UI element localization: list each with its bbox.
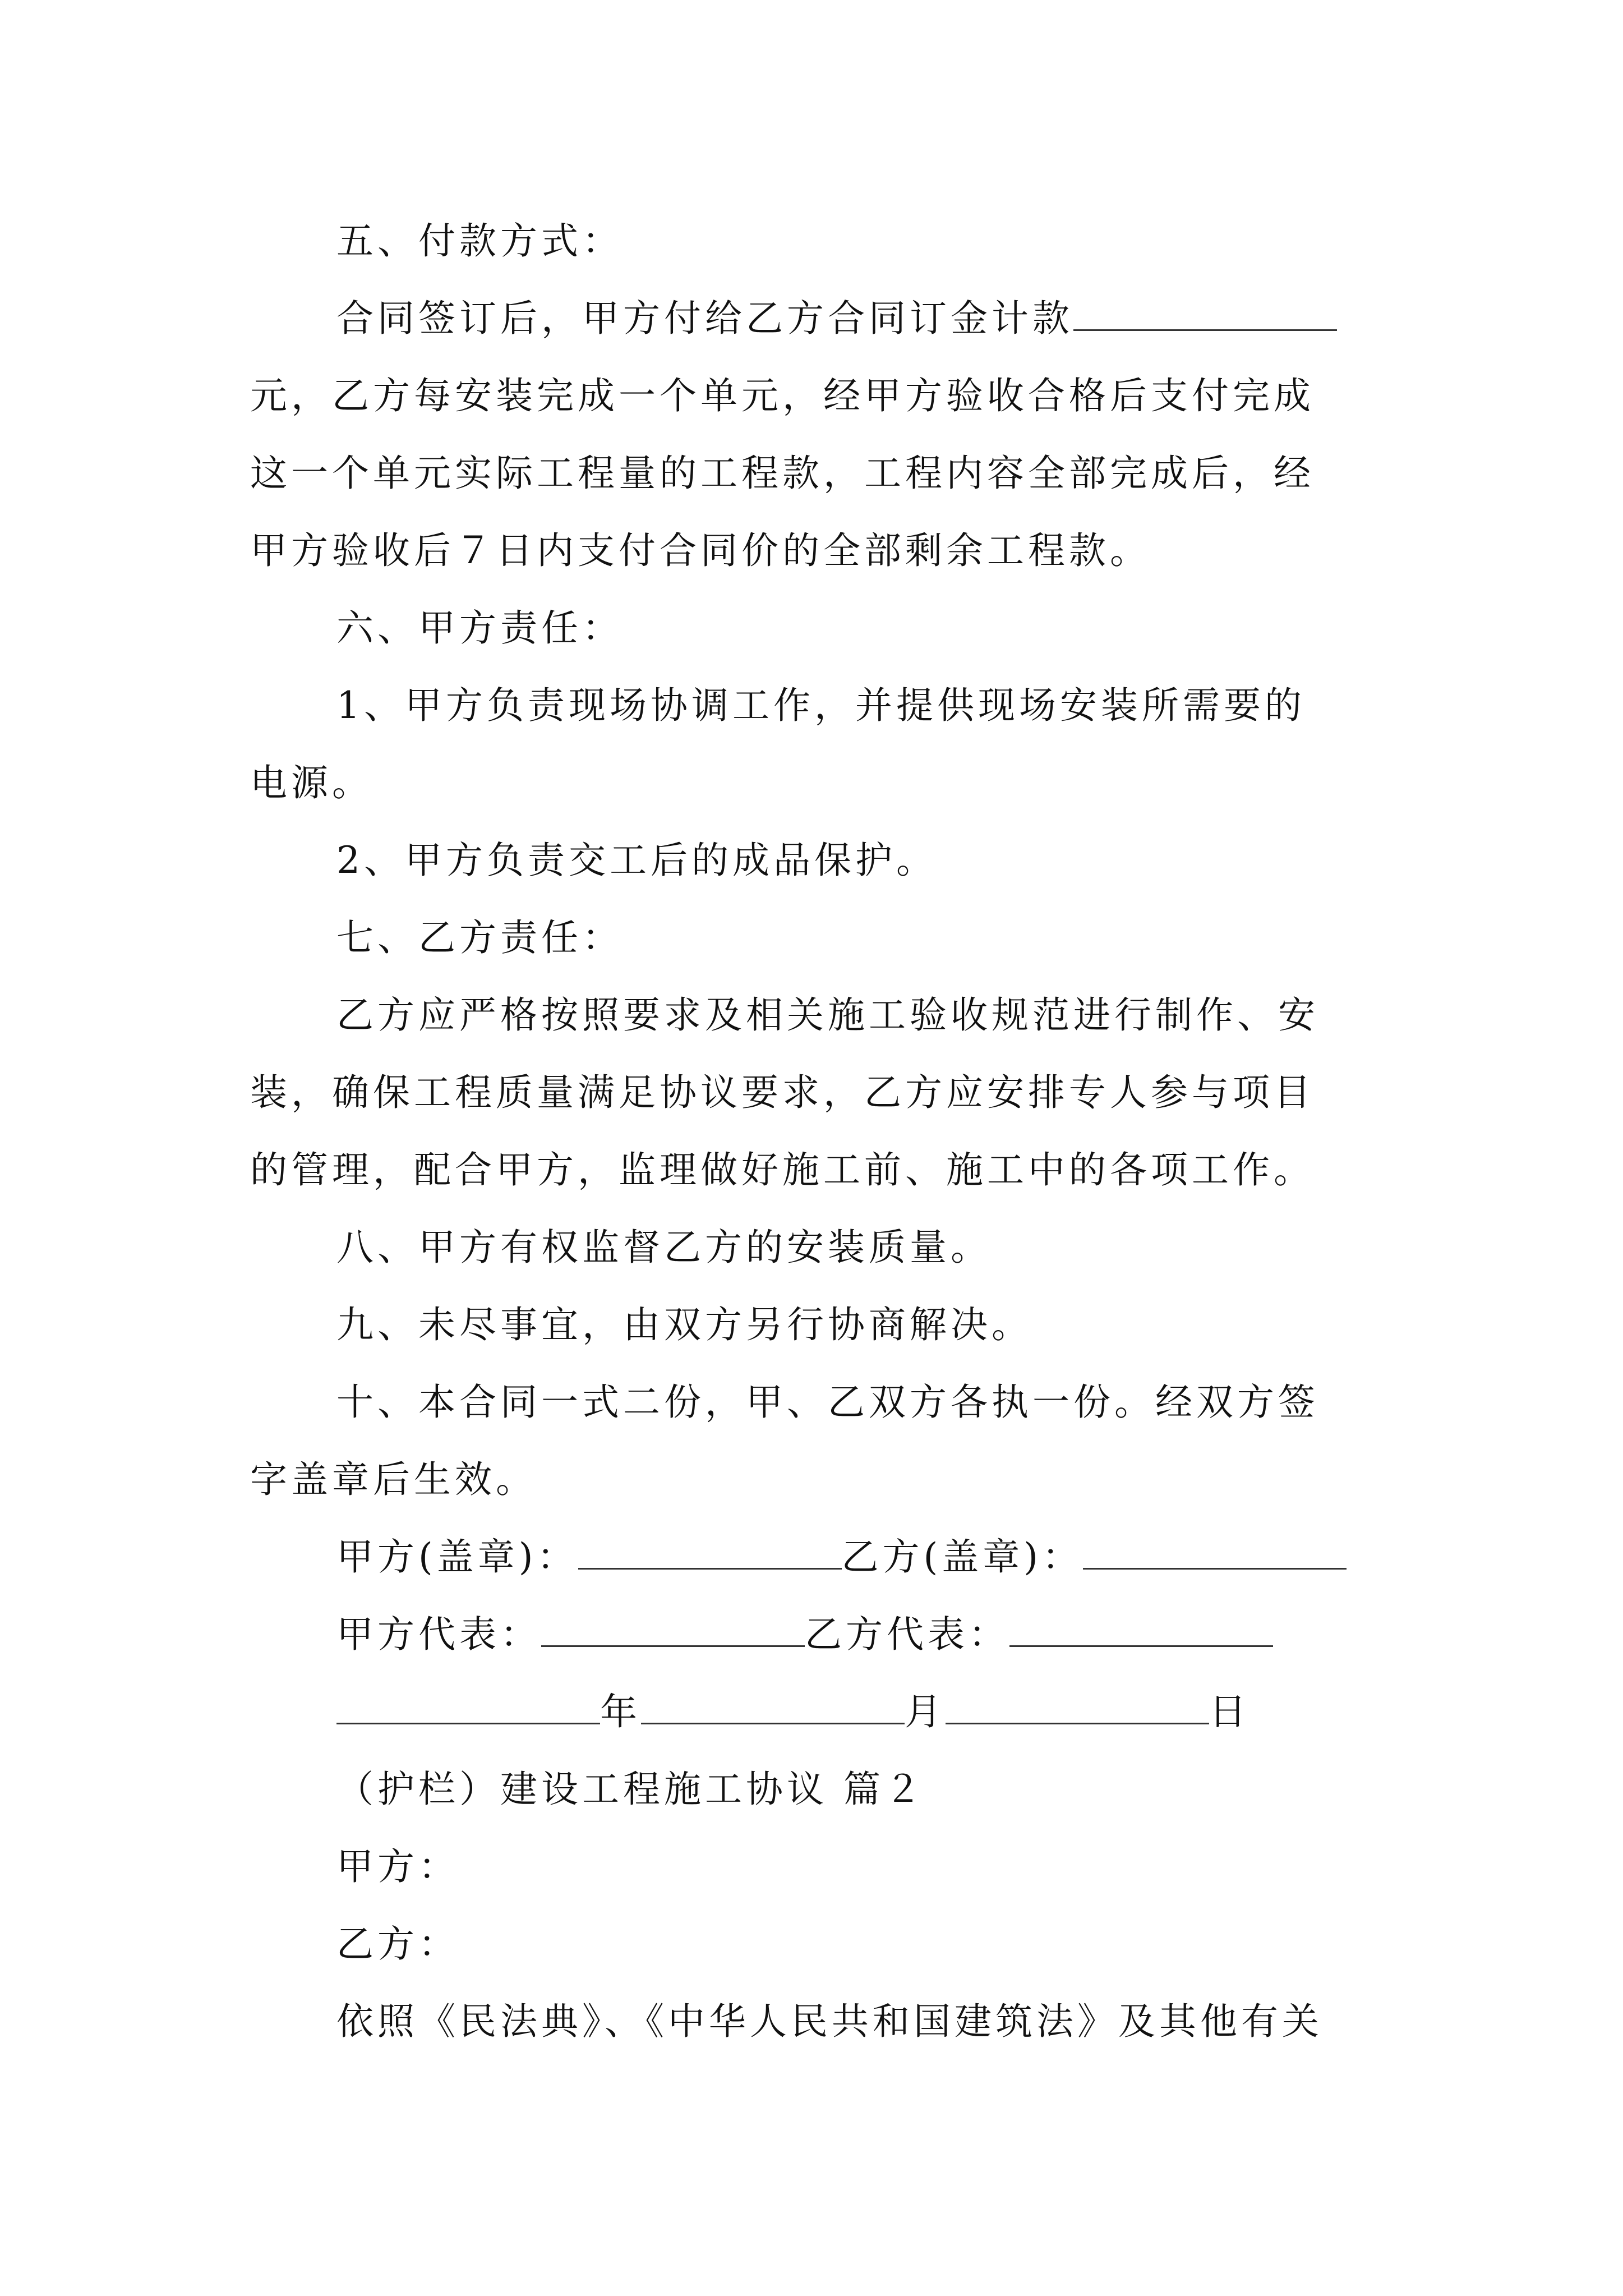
month-blank — [641, 1688, 905, 1724]
party-a-seal-label: 甲方(盖章)： — [336, 1535, 578, 1579]
paragraph-line: 字盖章后生效。 — [250, 1458, 537, 1501]
party-a-rep-blank — [541, 1611, 805, 1647]
date-line — [336, 1687, 1250, 1737]
party-a-line: 甲方： — [336, 1845, 459, 1888]
party-a-seal-blank — [578, 1533, 842, 1570]
paragraph-line: 电源。 — [250, 761, 373, 804]
year-blank — [336, 1688, 600, 1724]
paragraph-line — [336, 293, 1337, 344]
seal-signature-line — [336, 1532, 1347, 1582]
year-label: 年 — [600, 1690, 641, 1733]
agreement-title: （护栏）建设工程施工协议 篇２ — [336, 1768, 925, 1811]
paragraph-line: 依照《民法典》、《中华人民共和国建筑法》及其他有关 — [336, 2000, 1323, 2043]
paragraph-line: 2、甲方负责交工后的成品保护。 — [336, 839, 937, 882]
paragraph-line: 甲方验收后７日内支付合同价的全部剩余工程款。 — [250, 529, 1151, 572]
party-b-seal-blank — [1083, 1533, 1347, 1570]
paragraph-line: 八、甲方有权监督乙方的安装质量。 — [336, 1226, 992, 1269]
paragraph-line: 十、本合同一式二份，甲、乙双方各执一份。经双方签 — [336, 1381, 1319, 1424]
party-b-line: 乙方： — [336, 1922, 459, 1966]
paragraph-line: 1、甲方负责现场协调工作，并提供现场安装所需要的 — [336, 684, 1306, 727]
section-heading-party-a-duties: 六、甲方责任： — [336, 606, 623, 650]
party-b-rep-blank — [1009, 1611, 1273, 1647]
representative-signature-line — [336, 1609, 1273, 1660]
paragraph-line: 乙方应严格按照要求及相关施工验收规范进行制作、安 — [336, 993, 1319, 1037]
paragraph-line: 元，乙方每安装完成一个单元，经甲方验收合格后支付完成 — [250, 374, 1315, 417]
paragraph-line: 的管理，配合甲方，监理做好施工前、施工中的各项工作。 — [250, 1148, 1315, 1191]
section-heading-payment: 五、付款方式： — [336, 219, 623, 263]
paragraph-line: 装，确保工程质量满足协议要求，乙方应安排专人参与项目 — [250, 1071, 1315, 1114]
text-segment: 合同签订后，甲方付给乙方合同订金计款 — [336, 297, 1073, 340]
deposit-amount-blank — [1073, 295, 1337, 331]
party-b-rep-label: 乙方代表： — [805, 1613, 1009, 1656]
section-heading-party-b-duties: 七、乙方责任： — [336, 916, 623, 959]
day-blank — [946, 1688, 1209, 1724]
party-a-rep-label: 甲方代表： — [336, 1613, 541, 1656]
paragraph-line: 九、未尽事宜，由双方另行协商解决。 — [336, 1303, 1032, 1346]
party-b-seal-label: 乙方(盖章)： — [841, 1535, 1083, 1579]
paragraph-line: 这一个单元实际工程量的工程款，工程内容全部完成后，经 — [250, 452, 1315, 495]
day-label: 日 — [1209, 1690, 1250, 1733]
month-label: 月 — [905, 1690, 946, 1733]
